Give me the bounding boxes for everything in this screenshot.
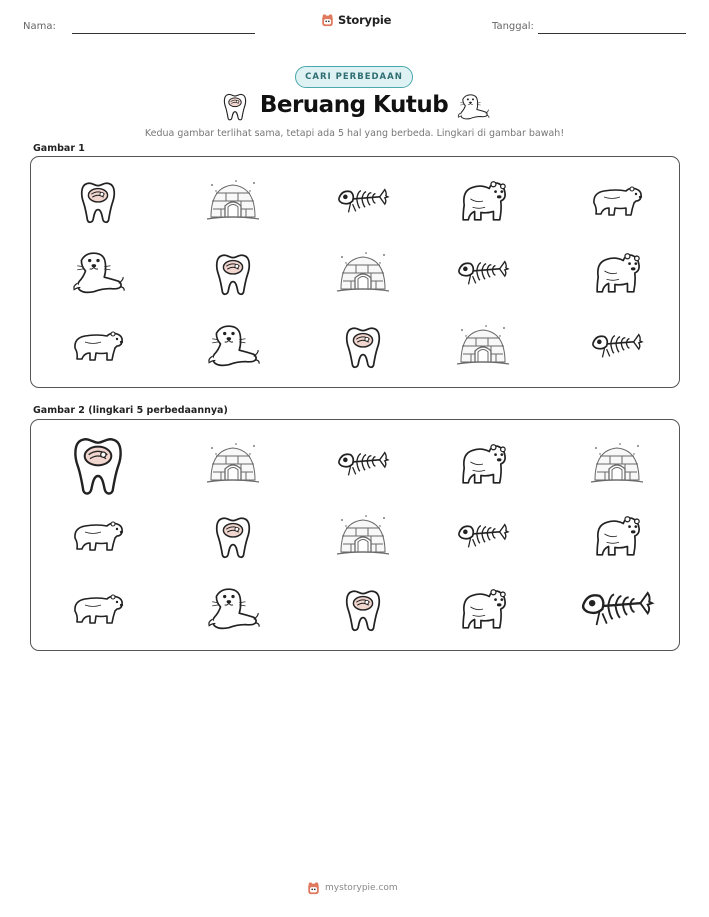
picture-cell[interactable] [206, 441, 260, 487]
polar-bear-walking-icon [71, 323, 125, 369]
picture-cell [590, 323, 644, 369]
panel-1-label: Gambar 1 [33, 143, 85, 154]
igloo-icon [336, 250, 390, 296]
picture-cell [336, 250, 390, 296]
worksheet-tag: CARI PERBEDAAN [295, 66, 413, 88]
picture-cell[interactable] [579, 577, 655, 641]
picture-cell[interactable] [206, 586, 260, 632]
picture-cell[interactable] [336, 513, 390, 559]
picture-cell[interactable] [206, 513, 260, 559]
seal-icon [71, 250, 125, 296]
fish-skeleton-icon [456, 513, 510, 559]
igloo-icon [206, 178, 260, 224]
polar-bear-walking-icon [71, 586, 125, 632]
footer [307, 881, 398, 895]
polar-bear-walking-icon [71, 513, 125, 559]
date-field[interactable] [538, 33, 686, 34]
picture-cell [71, 178, 125, 224]
picture-cell [206, 178, 260, 224]
fish-skeleton-icon [456, 250, 510, 296]
tooth-icon [336, 586, 390, 632]
picture-cell [206, 250, 260, 296]
picture-cell [456, 178, 510, 224]
tooth-icon [60, 432, 136, 496]
tooth-icon [206, 513, 260, 559]
seal-icon [456, 93, 490, 121]
polar-bear-walking-icon [590, 178, 644, 224]
date-label: Tanggal: [492, 21, 534, 32]
picture-cell[interactable] [456, 513, 510, 559]
storypie-logo-icon [307, 881, 320, 895]
picture-cell [336, 323, 390, 369]
name-label: Nama: [23, 21, 56, 32]
picture-cell [71, 323, 125, 369]
igloo-icon [590, 441, 644, 487]
igloo-icon [456, 323, 510, 369]
picture-cell [456, 250, 510, 296]
fish-skeleton-icon [336, 178, 390, 224]
polar-bear-standing-icon [590, 513, 644, 559]
tooth-icon [206, 250, 260, 296]
page-title: Beruang Kutub [259, 92, 449, 118]
picture-cell[interactable] [60, 432, 136, 496]
picture-cell[interactable] [336, 441, 390, 487]
fish-skeleton-icon [579, 577, 655, 641]
igloo-icon [206, 441, 260, 487]
picture-cell [456, 323, 510, 369]
tooth-icon [222, 91, 248, 121]
polar-bear-standing-icon [590, 250, 644, 296]
picture-cell [590, 178, 644, 224]
panel-2-label: Gambar 2 (lingkari 5 perbedaannya) [33, 405, 228, 416]
instructions: Kedua gambar terlihat sama, tetapi ada 5 hal yang berbeda. Lingkari di gambar bawah! [144, 128, 565, 139]
picture-cell [336, 178, 390, 224]
picture-cell [590, 250, 644, 296]
igloo-icon [336, 513, 390, 559]
picture-cell [206, 323, 260, 369]
picture-cell[interactable] [456, 586, 510, 632]
seal-icon [206, 586, 260, 632]
name-field[interactable] [72, 33, 255, 34]
picture-cell[interactable] [71, 513, 125, 559]
brand-name: Storypie [338, 13, 392, 27]
picture-cell[interactable] [336, 586, 390, 632]
tooth-icon [336, 323, 390, 369]
footer-site: mystorypie.com [325, 883, 398, 893]
tooth-icon [71, 178, 125, 224]
fish-skeleton-icon [336, 441, 390, 487]
picture-cell[interactable] [590, 513, 644, 559]
polar-bear-standing-icon [456, 178, 510, 224]
fish-skeleton-icon [590, 323, 644, 369]
picture-cell[interactable] [71, 586, 125, 632]
picture-cell[interactable] [590, 441, 644, 487]
picture-cell [71, 250, 125, 296]
brand-logo [321, 13, 391, 27]
polar-bear-standing-icon [456, 441, 510, 487]
picture-cell[interactable] [456, 441, 510, 487]
storypie-logo-icon [321, 13, 334, 27]
seal-icon [206, 323, 260, 369]
polar-bear-standing-icon [456, 586, 510, 632]
